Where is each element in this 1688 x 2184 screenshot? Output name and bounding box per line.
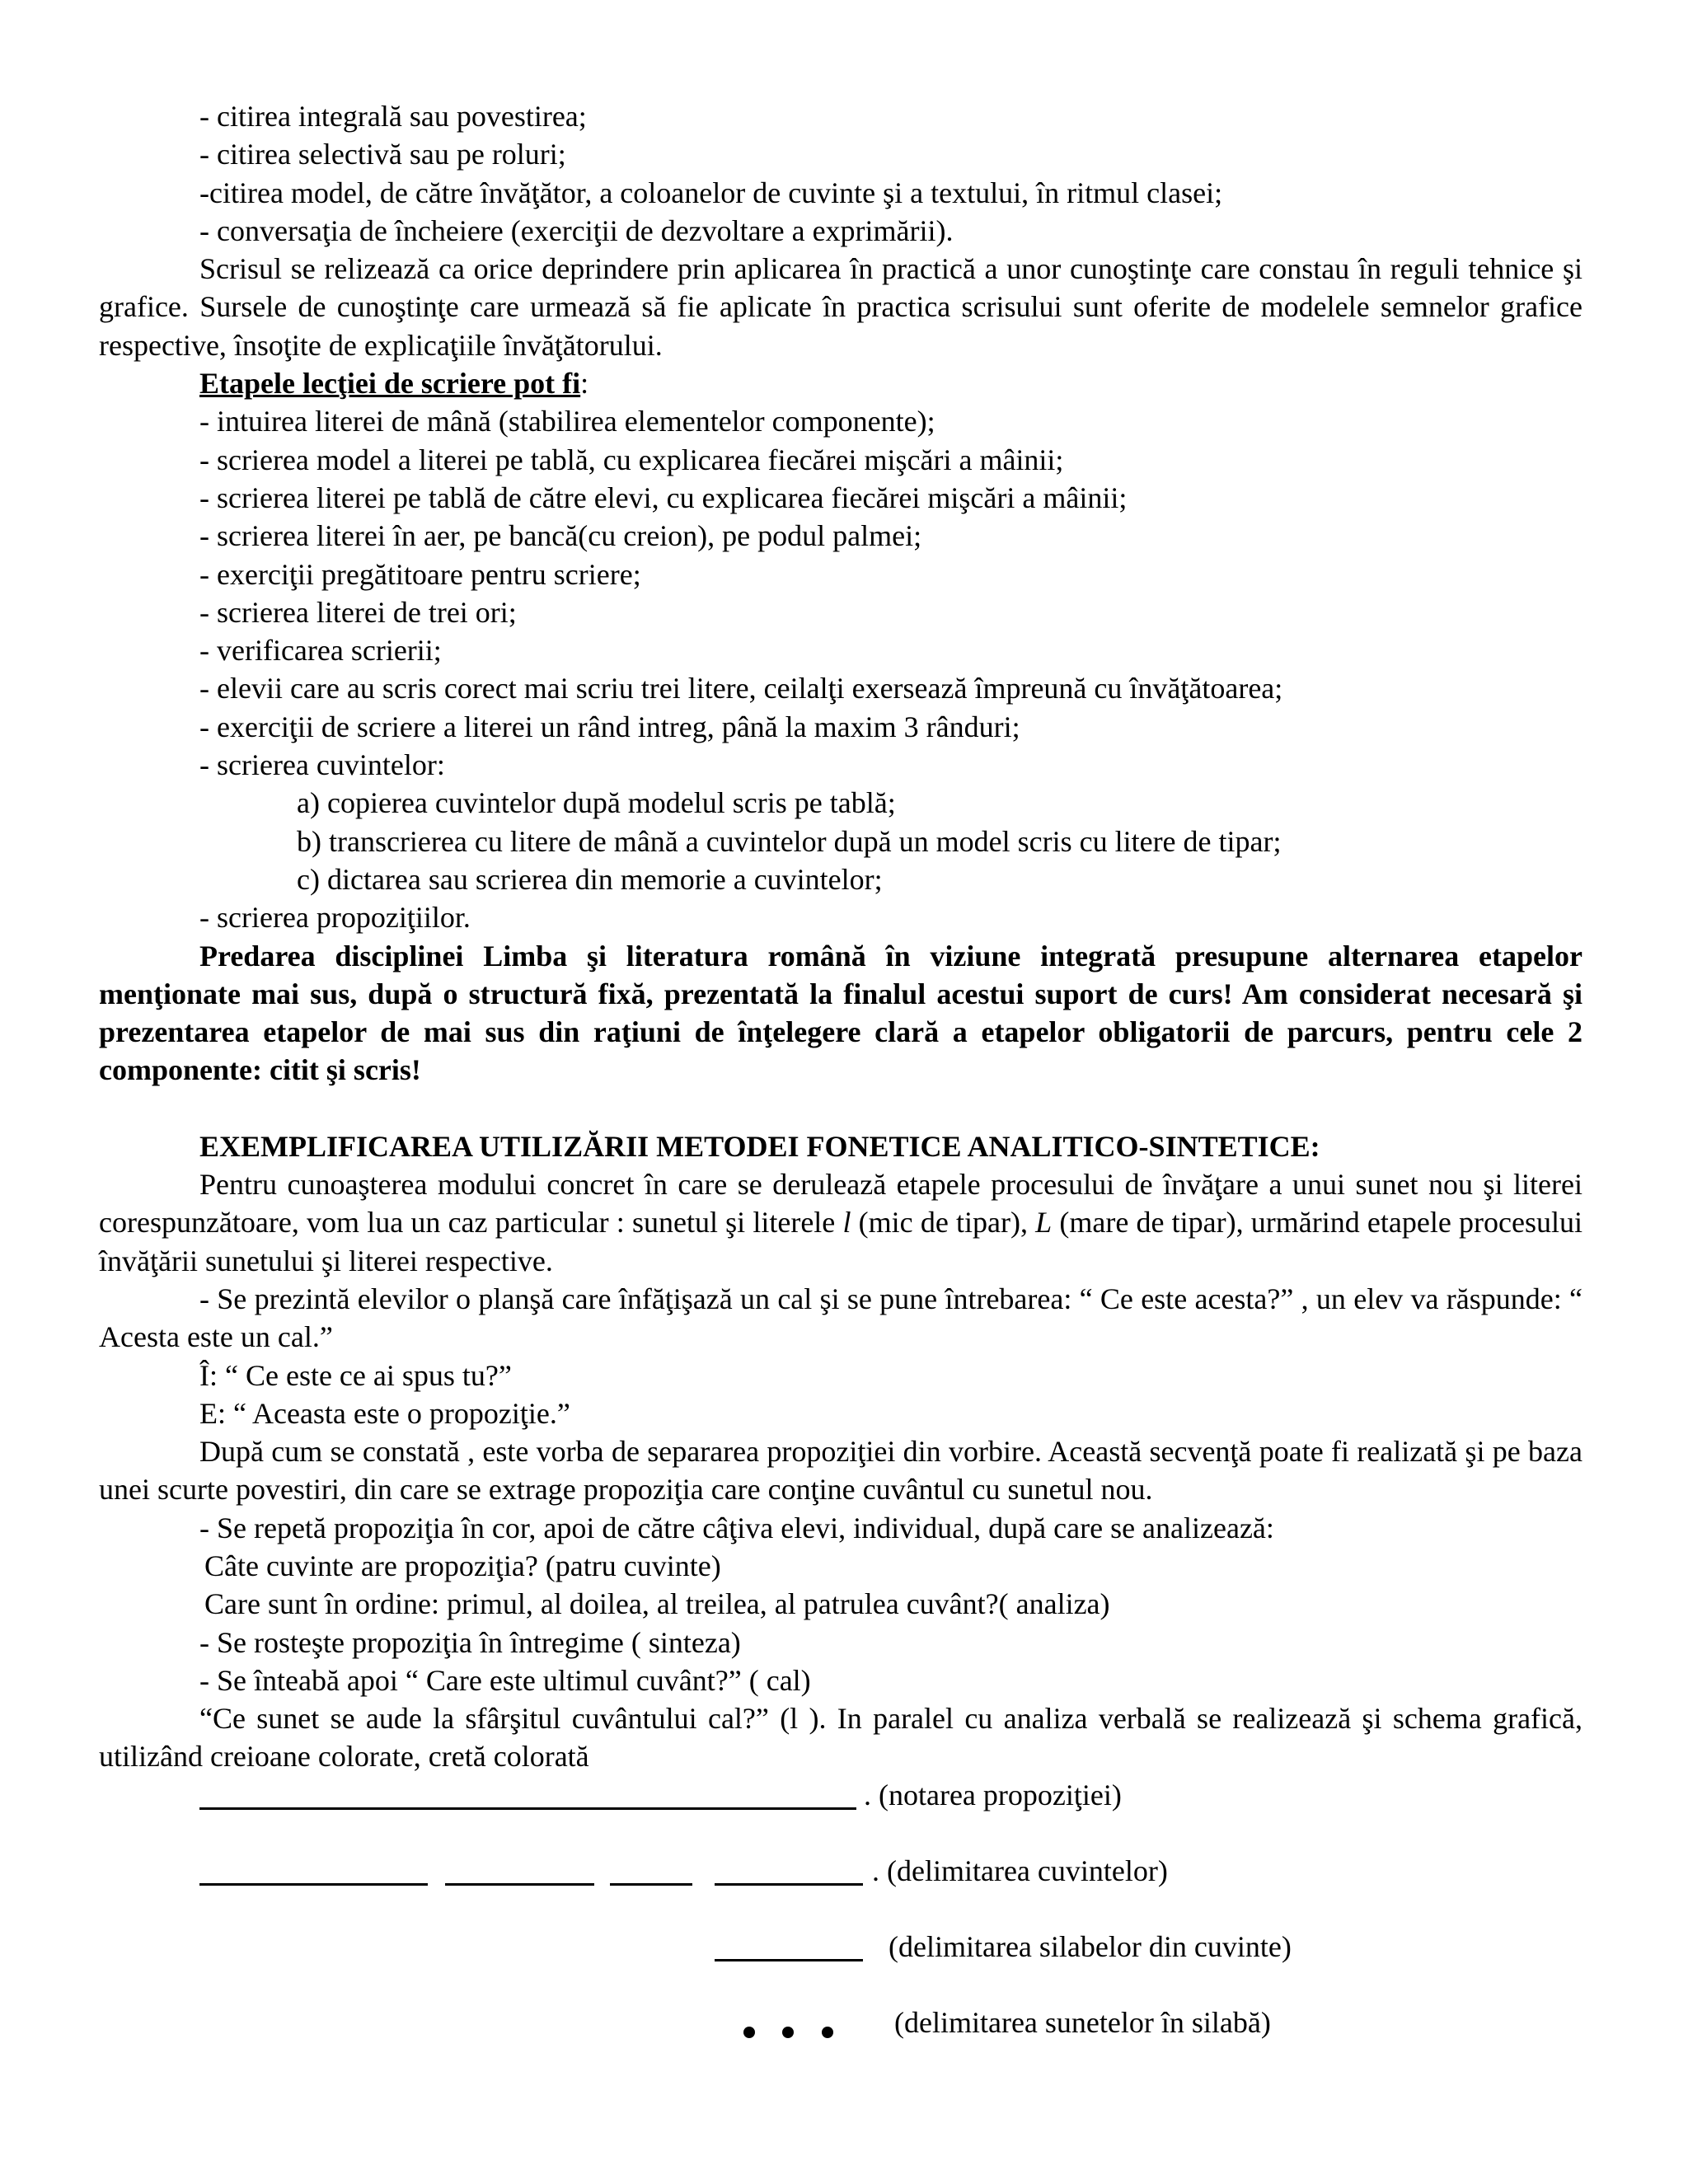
paragraph-bold xyxy=(99,937,1582,1090)
paragraph-plansa xyxy=(99,1280,1582,1357)
scheme-row-cuvinte xyxy=(99,1852,1582,1928)
syllable-line xyxy=(715,1959,863,1961)
scheme-label: (delimitarea sunetelor în silabă) xyxy=(894,2005,1271,2039)
list-item: - elevii care au scris corect mai scriu trei litere, ceilalţi exersează împreună cu învăţătoarea; xyxy=(199,672,1283,705)
list-item: - scrierea model a literei pe tablă, cu explicarea fiecărei mişcări a mâinii; xyxy=(199,443,1064,476)
letter-L-upper: L xyxy=(1035,1206,1053,1240)
paragraph-scrisul xyxy=(99,250,1582,364)
paragraph-sunet xyxy=(99,1699,1582,1776)
etape-heading-colon: : xyxy=(580,367,589,401)
paragraph-text: Predarea disciplinei Limba şi literatura română în viziune integrată presupune alternarea etapelor menţionate mai sus, după o structură fixă, prezentată la finalul acestui suport de curs! Am considerat necesară şi prezentarea etapelor de mai sus din raţiuni de înţelegere clară a etapelor obligatorii de parcurs, pentru cele 2 componente: citit şi scris! xyxy=(99,939,1582,1087)
list-item: - verificarea scrierii; xyxy=(199,634,442,668)
scheme-label: . (delimitarea cuvintelor) xyxy=(872,1854,1168,1887)
list-item: -citirea model, de către învăţător, a coloanelor de cuvinte şi a textului, în ritmul clasei; xyxy=(199,176,1223,209)
dialog-line: Î: “ Ce este ce ai spus tu?” xyxy=(199,1358,512,1392)
sound-dot xyxy=(822,2027,833,2038)
list-item: - scrierea literei de trei ori; xyxy=(199,595,517,629)
paragraph-cunoasterea: Pentru cunoaşterea modului concret în care se derulează etapele procesului de învăţare a unui sunet nou şi literei corespunzătoare, vom lua un caz particular : sunetul şi literele l (mic de tipar), L (mare de tipar), urmărind etapele procesului învăţării sunetului şi literei respective. xyxy=(99,1168,1582,1277)
paragraph-text: - Se prezintă elevilor o planşă care înfăţişază un cal şi se pune întrebarea: “ Ce este acesta?” , un elev va răspunde: “ Acesta este un cal.” xyxy=(99,1282,1582,1354)
letter-l-lower: l xyxy=(842,1206,851,1240)
word-line xyxy=(715,1883,863,1886)
list-item: - exerciţii pregătitoare pentru scriere; xyxy=(199,557,641,591)
paragraph-text: După cum se constată , este vorba de separarea propoziţiei din vorbire. Această secvenţă poate fi realizată şi pe baza unei scurte povestiri, din care se extrage propoziţia care conţine cuvântul cu sunetul nou. xyxy=(99,1435,1582,1507)
list-item: - scrierea literei în aer, pe bancă(cu creion), pe podul palmei; xyxy=(199,519,922,553)
sound-dot xyxy=(782,2027,794,2038)
graphic-scheme xyxy=(99,1776,1582,2079)
paragraph-text: “Ce sunet se aude la sfârşitul cuvântului cal?” (l ). In paralel cu analiza verbală se realizează şi schema grafică, utilizând creioane colorate, cretă colorată xyxy=(99,1702,1582,1774)
section-title: EXEMPLIFICAREA UTILIZĂRII METODEI FONETICE ANALITICO-SINTETICE: xyxy=(199,1129,1320,1163)
list-item: - scrierea propoziţiilor. xyxy=(199,901,471,935)
scheme-row-propozitie xyxy=(99,1776,1582,1852)
line-inteaba: - Se înteabă apoi “ Care este ultimul cuvânt?” ( cal) xyxy=(199,1663,811,1697)
sub-list-item: c) dictarea sau scrierea din memorie a cuvintelor; xyxy=(297,862,883,896)
word-line xyxy=(445,1883,594,1886)
etape-heading xyxy=(99,364,1582,402)
sound-dot xyxy=(743,2027,755,2038)
list-item: - scrierea literei pe tablă de către elevi, cu explicarea fiecărei mişcări a mâinii; xyxy=(199,480,1128,514)
scheme-label: (delimitarea silabelor din cuvinte) xyxy=(889,1929,1292,1963)
line-repeta: - Se repetă propoziţia în cor, apoi de către câţiva elevi, individual, după care se analizează: xyxy=(199,1511,1274,1544)
word-line xyxy=(610,1883,692,1886)
etape-heading-text: Etapele lecţiei de scriere pot fi xyxy=(199,367,581,401)
paragraph-text: Scrisul se relizează ca orice deprindere prin aplicarea în practică a unor cunoştinţe care constau în reguli tehnice şi grafice. Sursele de cunoştinţe care urmează să fie aplicate în practica scrisului sunt oferite de modelele semnelor grafice respective, însoţite de explicaţiile învăţătorului. xyxy=(99,252,1582,362)
sub-list-item: a) copierea cuvintelor după modelul scris pe tablă; xyxy=(297,786,896,820)
list-item: - conversaţia de încheiere (exerciţii de dezvoltare a exprimării). xyxy=(199,213,954,247)
etape-list xyxy=(99,402,1582,936)
list-item: - citirea integrală sau povestirea; xyxy=(199,100,587,133)
document-page xyxy=(99,97,1582,2079)
dialog-line: E: “ Aceasta este o propoziţie.” xyxy=(199,1396,570,1430)
word-line xyxy=(199,1883,428,1886)
line-rosteste: - Se rosteşte propoziţia în întregime ( sinteza) xyxy=(199,1625,741,1659)
scheme-row-silabe xyxy=(99,1928,1582,2004)
list-item: - citirea selectivă sau pe roluri; xyxy=(199,138,566,171)
line-care: Care sunt în ordine: primul, al doilea, al treilea, al patrulea cuvânt?( analiza) xyxy=(204,1587,1110,1621)
scheme-label: . (notarea propoziţiei) xyxy=(864,1778,1122,1811)
list-item: - intuirea literei de mână (stabilirea elementelor componente); xyxy=(199,405,935,438)
list-item: - scrierea cuvintelor: xyxy=(199,748,445,782)
line-cate: Câte cuvinte are propoziţia? (patru cuvinte) xyxy=(204,1549,721,1582)
sentence-line xyxy=(199,1807,856,1810)
list-item: - exerciţii de scriere a literei un rând intreg, până la maxim 3 rânduri; xyxy=(199,710,1020,743)
paragraph-constata xyxy=(99,1432,1582,1509)
sub-list-item: b) transcrierea cu litere de mână a cuvintelor după un model scris cu litere de tipar; xyxy=(297,824,1282,858)
scheme-row-sunete xyxy=(99,2004,1582,2079)
intro-list xyxy=(99,97,1582,250)
